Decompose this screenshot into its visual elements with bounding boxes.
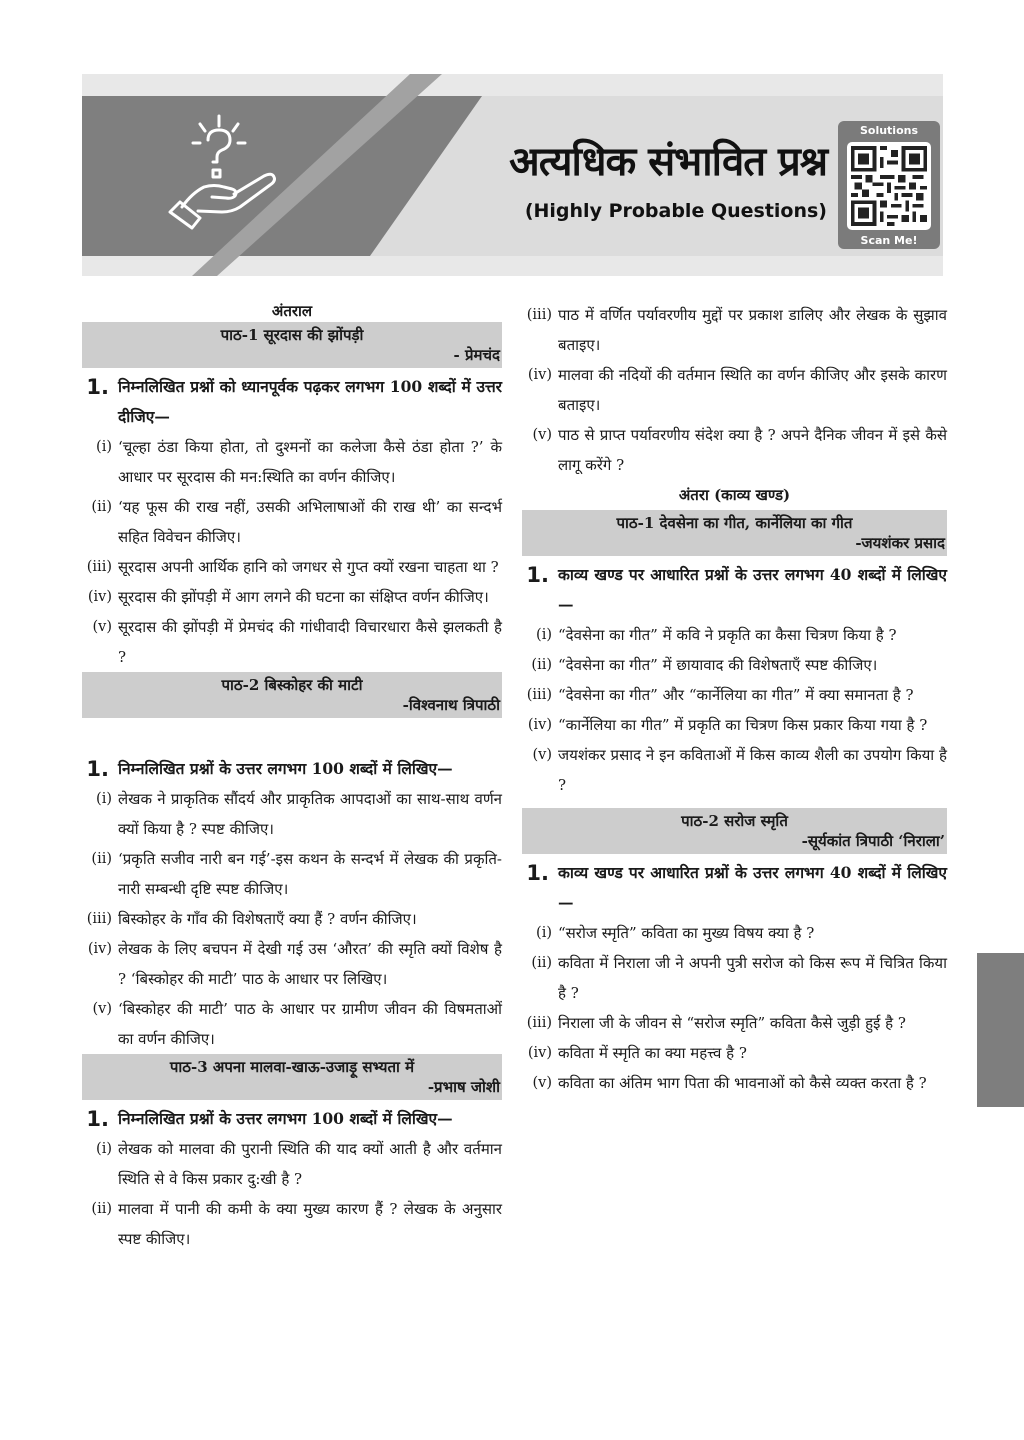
lesson-author: -सूर्यकांत त्रिपाठी ‘निराला’ bbox=[801, 832, 945, 850]
lesson-author: -जयशंकर प्रसाद bbox=[855, 534, 945, 552]
sub-question-text: सूरदास की झोंपड़ी में आग लगने की घटना का संक्षिप्त वर्णन कीजिए। bbox=[118, 588, 489, 606]
sub-question bbox=[82, 934, 502, 994]
question-main bbox=[82, 372, 502, 432]
sub-question-text: लेखक ने प्राकृतिक सौंदर्य और प्राकृतिक आपदाओं का साथ-साथ वर्णन क्यों किया है ? स्पष्ट कीजिए। bbox=[118, 790, 502, 838]
sub-question-text: मालवा में पानी की कमी के क्या मुख्य कारण हैं ? लेखक के अनुसार स्पष्ट कीजिए। bbox=[118, 1200, 502, 1248]
sub-question-text: लेखक के लिए बचपन में देखी गई उस ‘औरत’ की स्मृति क्यों विशेष है ? ‘बिस्कोहर की माटी’ पाठ के आधार पर लिखिए। bbox=[118, 940, 502, 988]
question-text: निम्नलिखित प्रश्नों के उत्तर लगभग 100 शब्दों में लिखिए— bbox=[118, 759, 453, 778]
sub-question-label: (iv) bbox=[527, 1045, 552, 1061]
left-column bbox=[82, 300, 502, 1254]
banner-title: अत्यधिक संभावित प्रश्न bbox=[509, 139, 827, 185]
sub-question-text: “कार्नेलिया का गीत” में प्रकृति का चित्रण किस प्रकार किया गया है ? bbox=[558, 716, 928, 734]
question-number: 1. bbox=[526, 861, 549, 885]
sub-question-label: (iii) bbox=[526, 307, 552, 323]
sub-question-text: मालवा की नदियों की वर्तमान स्थिति का वर्णन कीजिए और इसके कारण बताइए। bbox=[558, 366, 947, 414]
sub-question-text: “सरोज स्मृति” कविता का मुख्य विषय क्या है ? bbox=[558, 924, 815, 942]
lesson-title: पाठ-1 सूरदास की झोंपड़ी bbox=[220, 326, 364, 344]
sub-question bbox=[82, 552, 502, 582]
banner-subtitle: (Highly Probable Questions) bbox=[524, 200, 827, 222]
sub-question bbox=[522, 740, 947, 800]
sub-question-text: सूरदास अपनी आर्थिक हानि को जगधर से गुप्त क्यों रखना चाहता था ? bbox=[118, 558, 499, 576]
sub-question bbox=[82, 1134, 502, 1194]
qr-code[interactable] bbox=[847, 142, 931, 230]
qr-bottom-label: Scan Me! bbox=[860, 234, 918, 247]
sub-question-label: (v) bbox=[92, 1001, 112, 1017]
lesson-block bbox=[82, 1054, 502, 1254]
header-banner bbox=[82, 74, 943, 276]
sub-question-label: (v) bbox=[92, 619, 112, 635]
section-heading-antra: अंतरा (काव्य खण्ड) bbox=[678, 486, 791, 504]
sub-question bbox=[82, 582, 502, 612]
sub-question-text: “देवसेना का गीत” और “कार्नेलिया का गीत” में क्या समानता है ? bbox=[558, 686, 914, 704]
lesson-title: पाठ-2 सरोज स्मृति bbox=[681, 812, 788, 830]
qr-solutions-box[interactable] bbox=[838, 121, 940, 249]
sub-question bbox=[82, 1194, 502, 1254]
lesson-header bbox=[522, 510, 947, 556]
sub-question bbox=[522, 650, 947, 680]
lesson-header bbox=[82, 1054, 502, 1100]
question-text: निम्नलिखित प्रश्नों के उत्तर लगभग 100 शब्दों में लिखिए— bbox=[118, 1109, 453, 1128]
sub-question bbox=[82, 994, 502, 1054]
sub-question-label: (i) bbox=[96, 1141, 112, 1157]
lesson-block bbox=[82, 672, 502, 1054]
sub-question-label: (i) bbox=[536, 627, 552, 643]
sub-question bbox=[522, 620, 947, 650]
hand-question-icon bbox=[162, 112, 282, 237]
sub-question-text: कविता में निराला जी ने अपनी पुत्री सरोज को किस रूप में चित्रित किया है ? bbox=[558, 954, 947, 1002]
lesson-block bbox=[82, 322, 502, 672]
sub-question-label: (iii) bbox=[86, 559, 112, 575]
sub-question-label: (iv) bbox=[87, 589, 112, 605]
sub-question bbox=[82, 784, 502, 844]
lesson-block bbox=[522, 808, 947, 1098]
sub-question-label: (iii) bbox=[526, 1015, 552, 1031]
lesson-header bbox=[82, 322, 502, 368]
sub-question-text: कविता का अंतिम भाग पिता की भावनाओं को कैसे व्यक्त करता है ? bbox=[558, 1074, 927, 1092]
sub-question bbox=[82, 612, 502, 672]
lesson-author: - प्रेमचंद bbox=[453, 346, 500, 364]
question-text: काव्य खण्ड पर आधारित प्रश्नों के उत्तर लगभग 40 शब्दों में लिखिए— bbox=[558, 863, 947, 912]
question-main bbox=[522, 560, 947, 620]
sub-question-text: निराला जी के जीवन से “सरोज स्मृति” कविता कैसे जुड़ी हुई है ? bbox=[558, 1014, 906, 1032]
sub-question bbox=[522, 420, 947, 480]
question-number: 1. bbox=[86, 375, 109, 399]
question-main bbox=[82, 754, 502, 784]
question-number: 1. bbox=[86, 1107, 109, 1131]
sub-question-text: “देवसेना का गीत” में कवि ने प्रकृति का कैसा चित्रण किया है ? bbox=[558, 626, 897, 644]
sub-question-label: (ii) bbox=[531, 955, 552, 971]
sub-question bbox=[522, 918, 947, 948]
sub-question-label: (iv) bbox=[527, 367, 552, 383]
sub-question bbox=[82, 492, 502, 552]
lesson-title: पाठ-2 बिस्कोहर की माटी bbox=[221, 676, 363, 694]
sub-question-text: “देवसेना का गीत” में छायावाद की विशेषताएँ स्पष्ट कीजिए। bbox=[558, 656, 878, 674]
sub-question bbox=[522, 1008, 947, 1038]
question-text: निम्नलिखित प्रश्नों को ध्यानपूर्वक पढ़कर लगभग 100 शब्दों में उत्तर दीजिए— bbox=[118, 377, 502, 426]
lesson-block bbox=[522, 510, 947, 800]
qr-top-label: Solutions bbox=[859, 124, 919, 137]
lesson-header bbox=[522, 808, 947, 854]
sub-question bbox=[522, 360, 947, 420]
sub-question-label: (ii) bbox=[531, 657, 552, 673]
sub-question-text: ‘प्रकृति सजीव नारी बन गई’-इस कथन के सन्दर्भ में लेखक की प्रकृति-नारी सम्बन्धी दृष्टि स्पष्ट कीजिए। bbox=[118, 850, 502, 898]
sub-question-text: ‘बिस्कोहर की माटी’ पाठ के आधार पर ग्रामीण जीवन की विषमताओं का वर्णन कीजिए। bbox=[118, 1000, 502, 1048]
sub-question-label: (i) bbox=[96, 439, 112, 455]
sub-question bbox=[82, 432, 502, 492]
sub-question-label: (ii) bbox=[91, 851, 112, 867]
sub-question-text: लेखक को मालवा की पुरानी स्थिति की याद क्यों आती है और वर्तमान स्थिति से वे किस प्रकार दु:खी है ? bbox=[118, 1140, 502, 1188]
sub-question-label: (iv) bbox=[527, 717, 552, 733]
sub-question-text: कविता में स्मृति का क्या महत्त्व है ? bbox=[558, 1044, 747, 1062]
sub-question-text: जयशंकर प्रसाद ने इन कविताओं में किस काव्य शैली का उपयोग किया है ? bbox=[558, 746, 947, 794]
right-column bbox=[522, 300, 947, 1098]
sub-question bbox=[522, 680, 947, 710]
sub-question-text: ‘चूल्हा ठंडा किया होता, तो दुश्मनों का कलेजा कैसे ठंडा होता ?’ के आधार पर सूरदास की मन:स्थिति का वर्णन कीजिए। bbox=[118, 438, 502, 486]
question-number: 1. bbox=[526, 563, 549, 587]
question-main bbox=[522, 858, 947, 918]
lesson-header bbox=[82, 672, 502, 718]
sub-question-label: (iii) bbox=[526, 687, 552, 703]
sub-question-text: सूरदास की झोंपड़ी में प्रेमचंद की गांधीवादी विचारधारा कैसे झलकती है ? bbox=[118, 618, 502, 666]
sub-question bbox=[522, 300, 947, 360]
sub-question-label: (i) bbox=[536, 925, 552, 941]
sub-question-label: (iii) bbox=[86, 911, 112, 927]
sub-question bbox=[82, 844, 502, 904]
sub-question bbox=[82, 904, 502, 934]
sub-question-text: पाठ से प्राप्त पर्यावरणीय संदेश क्या है ? अपने दैनिक जीवन में इसे कैसे लागू करेंगे ? bbox=[558, 426, 947, 474]
question-text: काव्य खण्ड पर आधारित प्रश्नों के उत्तर लगभग 40 शब्दों में लिखिए— bbox=[558, 565, 947, 614]
sub-question-label: (ii) bbox=[91, 1201, 112, 1217]
sub-question bbox=[522, 1068, 947, 1098]
sub-question-label: (i) bbox=[96, 791, 112, 807]
page-edge-tab bbox=[977, 953, 1024, 1107]
sub-question-label: (iv) bbox=[87, 941, 112, 957]
lesson-author: -प्रभाष जोशी bbox=[427, 1078, 500, 1096]
section-heading-antral: अंतराल bbox=[271, 302, 313, 320]
question-number: 1. bbox=[86, 757, 109, 781]
lesson-title: पाठ-1 देवसेना का गीत, कार्नेलिया का गीत bbox=[616, 514, 853, 532]
sub-question bbox=[522, 948, 947, 1008]
lesson-author: -विश्वनाथ त्रिपाठी bbox=[402, 696, 500, 714]
sub-question bbox=[522, 1038, 947, 1068]
sub-question-text: पाठ में वर्णित पर्यावरणीय मुद्दों पर प्रकाश डालिए और लेखक के सुझाव बताइए। bbox=[558, 306, 947, 354]
sub-question-text: बिस्कोहर के गाँव की विशेषताएँ क्या हैं ? वर्णन कीजिए। bbox=[118, 910, 417, 928]
sub-question bbox=[522, 710, 947, 740]
sub-question-text: ‘यह फूस की राख नहीं, उसकी अभिलाषाओं की राख थी’ का सन्दर्भ सहित विवेचन कीजिए। bbox=[118, 498, 502, 546]
qr-code-icon bbox=[851, 146, 927, 226]
lesson-title: पाठ-3 अपना मालवा-खाऊ-उजाड़ू सभ्यता में bbox=[169, 1058, 415, 1076]
sub-question-label: (v) bbox=[532, 747, 552, 763]
sub-question-label: (ii) bbox=[91, 499, 112, 515]
question-main bbox=[82, 1104, 502, 1134]
sub-question-label: (v) bbox=[532, 1075, 552, 1091]
sub-question-label: (v) bbox=[532, 427, 552, 443]
